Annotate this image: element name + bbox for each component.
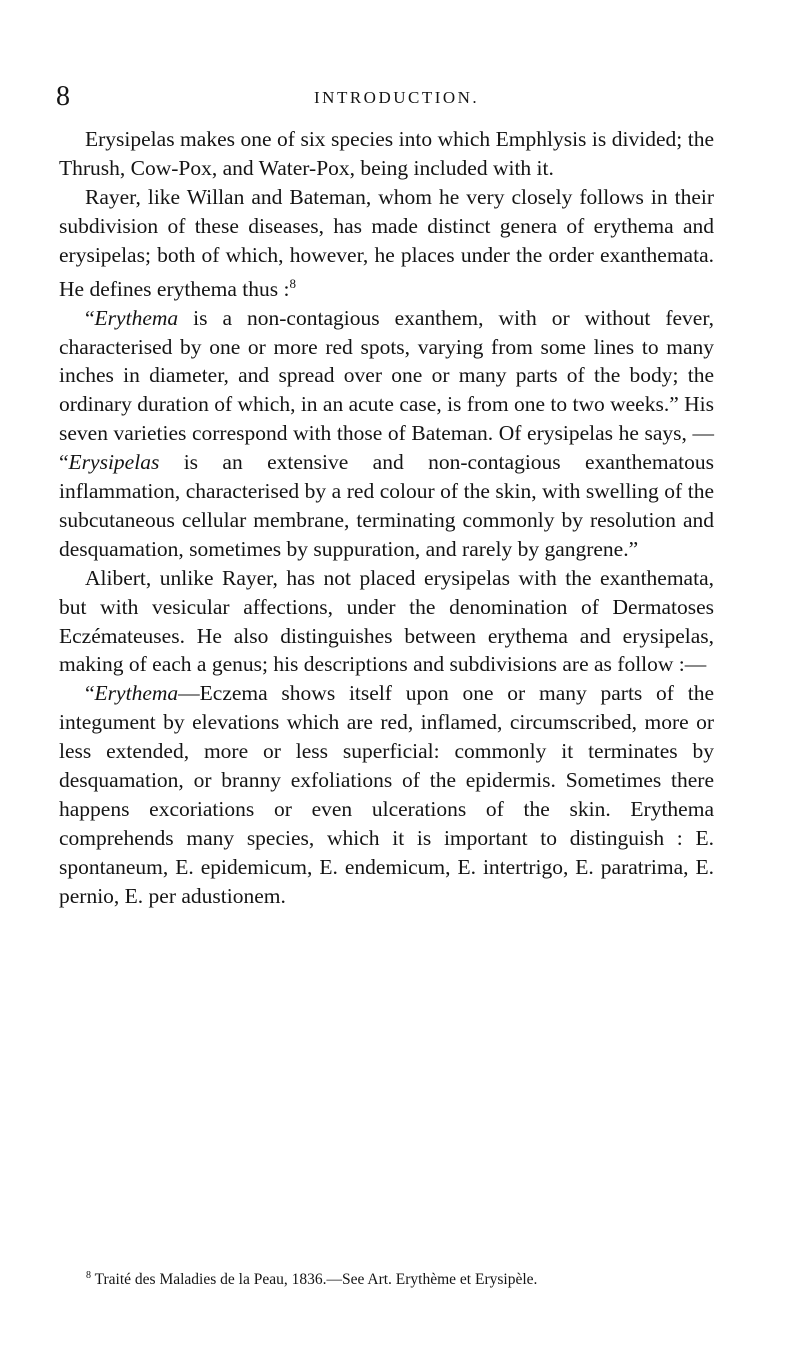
paragraph-rayer — [59, 183, 714, 304]
paragraph-erythema-definition — [59, 304, 714, 564]
paragraph-text: —Eczema shows itself upon one or many parts of the integument by elevations which are red, inflamed, circumscribed, more or less extended, more or less superficial: commonly it terminates by desquamation, or branny exfoliations of the epidermis. Sometimes there happens excoriations or even ulcerations of the skin. Erythema comprehends many species, which it is important to distinguish : E. spontaneum, E. epidemicum, E. endemicum, E. intertrigo, E. paratrima, E. pernio, E. per adustionem. — [59, 681, 714, 908]
footnote-reference: 8 — [289, 275, 296, 291]
paragraph-text: is an extensive and non-contagious exanthematous inflammation, characterised by a red colour of the skin, with swelling of the subcutaneous cellular membrane, terminating commonly by resolution and desquamation, sometimes by suppuration, and rarely by gangrene.” — [59, 450, 714, 561]
page-number: 8 — [56, 81, 70, 112]
paragraph-text: Alibert, unlike Rayer, has not placed erysipelas with the exanthemata, but with vesicular affections, under the denomination of Dermatoses Eczémateuses. He also distinguishes between erythema and erysipelas, making of each a genus; his descriptions and subdivisions are as follow :— — [59, 565, 714, 677]
open-quote: “ — [85, 305, 95, 330]
running-title: INTRODUCTION. — [314, 88, 480, 107]
paragraph-erythema-eczema — [59, 679, 714, 910]
term-erysipelas: Erysipelas — [68, 450, 160, 475]
running-head — [56, 80, 716, 114]
paragraph-text: Rayer, like Willan and Bateman, whom he very closely follows in their subdivision of these diseases, has made distinct genera of erythema and erysipelas; both of which, however, he places under the order exanthemata. He defines erythema thus : — [59, 184, 714, 301]
body-text — [59, 125, 714, 911]
open-quote: “ — [85, 681, 95, 706]
paragraph-alibert — [59, 564, 714, 680]
footnote-mark: 8 — [86, 1270, 91, 1281]
term-erythema: Erythema — [94, 305, 179, 330]
paragraph-text: Erysipelas makes one of six species into which Emphlysis is divided; the Thrush, Cow-Pox, and Water-Pox, being included with it. — [59, 127, 714, 180]
paragraph-emphlysis — [59, 125, 714, 183]
footnote — [86, 1266, 726, 1290]
term-erythema: Erythema — [94, 681, 179, 706]
paragraph-text: is a non-contagious exanthem, with or without fever, characterised by one or more red spots, varying from some lines to many inches in diameter, and spread over one or many parts of the body; the ordinary duration of which, in an acute case, is from one to two weeks.” His seven varieties correspond with those of Bateman. Of erysipelas he says, — “ — [59, 305, 714, 475]
footnote-text: Traité des Maladies de la Peau, 1836.—See Art. Erythème et Erysipèle. — [91, 1271, 538, 1289]
